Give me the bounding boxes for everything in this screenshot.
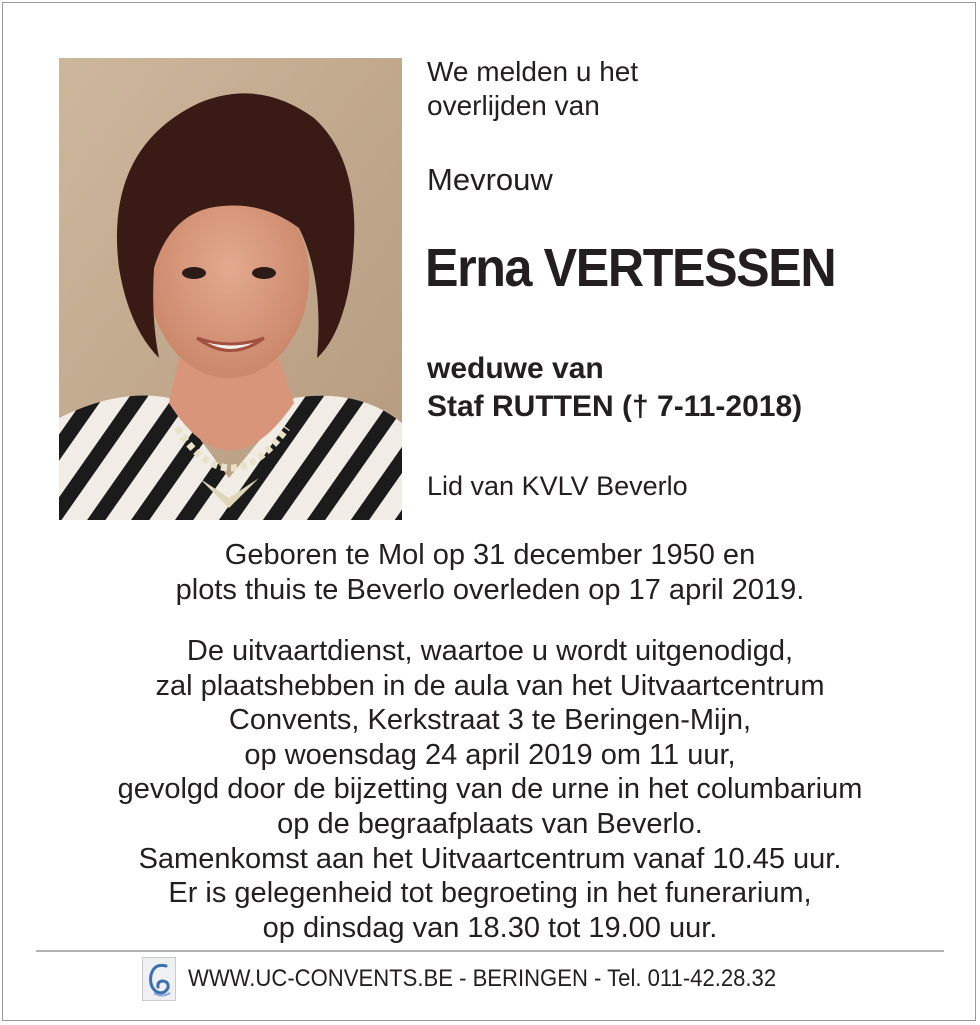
footer-divider: [36, 950, 944, 952]
ceremony-line: gevolgd door de bijzetting van de urne in het columbarium: [117, 773, 863, 806]
birth-death-line: plots thuis te Beverlo overleden op 17 april 2019.: [175, 574, 805, 606]
ceremony-line: op woensdag 24 april 2019 om 11 uur,: [244, 738, 736, 771]
uc-convents-logo-icon: [142, 957, 176, 1001]
birth-death-line: Geboren te Mol op 31 december 1950 en: [224, 539, 756, 571]
intro-text: [427, 55, 638, 123]
ceremony-line: Convents, Kerkstraat 3 te Beringen-Mijn,: [228, 704, 752, 737]
footer-contact: WWW.UC-CONVENTS.BE - BERINGEN - Tel. 011-42.28.32: [188, 965, 777, 992]
honorific: Mevrouw: [427, 162, 553, 197]
ceremony-line: De uitvaartdienst, waartoe u wordt uitgenodigd,: [186, 635, 794, 667]
ceremony-line: zal plaatshebben in de aula van het Uitvaartcentrum: [155, 669, 825, 702]
ceremony-text: [0, 634, 980, 945]
ceremony-line: Er is gelegenheid tot begroeting in het funerarium,: [168, 877, 812, 910]
membership-text: Lid van KVLV Beverlo: [427, 471, 688, 501]
intro-line: We melden u het: [427, 56, 639, 87]
spouse-name: Staf RUTTEN († 7-11-2018): [427, 390, 803, 423]
widow-label: weduwe van: [427, 352, 604, 385]
ceremony-line: Samenkomst aan het Uitvaartcentrum vanaf 10.45 uur.: [138, 842, 842, 875]
intro-line: overlijden van: [427, 90, 600, 121]
ceremony-line: op dinsdag van 18.30 tot 19.00 uur.: [262, 911, 718, 944]
deceased-name: Erna VERTESSEN: [425, 238, 836, 298]
portrait-photo: [59, 58, 402, 520]
ceremony-line: op de begraafplaats van Beverlo.: [277, 807, 703, 840]
birth-death-text: [0, 538, 980, 608]
